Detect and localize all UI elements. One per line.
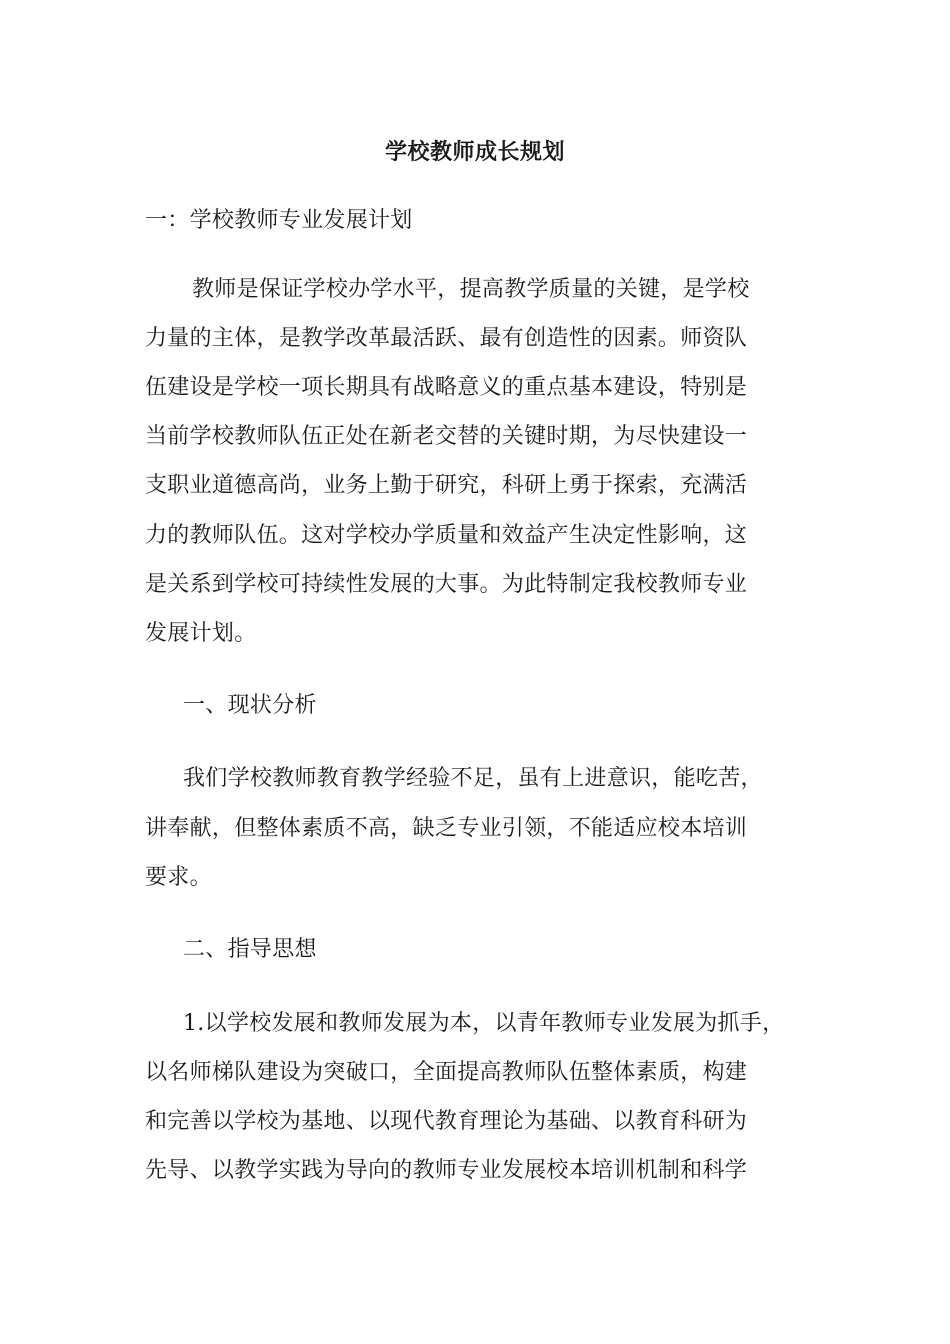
paragraph-line: 1.以学校发展和教师发展为本，以青年教师专业发展为抓手， xyxy=(183,1011,785,1036)
paragraph-line: 教师是保证学校办学水平，提高教学质量的关键，是学校 xyxy=(192,277,750,302)
paragraph-line: 伍建设是学校一项长期具有战略意义的重点基本建设，特别是 xyxy=(145,375,748,400)
paragraph-line: 力量的主体，是教学改革最活跃、最有创造性的因素。师资队 xyxy=(145,326,748,351)
paragraph-line: 讲奉献，但整体素质不高，缺乏专业引领，不能适应校本培训 xyxy=(145,816,748,841)
paragraph-line: 和完善以学校为基地、以现代教育理论为基础、以教育科研为 xyxy=(145,1109,748,1134)
paragraph-line: 以名师梯队建设为突破口，全面提高教师队伍整体素质，构建 xyxy=(145,1060,748,1085)
subheading-guidance: 二、指导思想 xyxy=(183,937,317,962)
subheading-status: 一、现状分析 xyxy=(183,693,317,718)
paragraph-line: 当前学校教师队伍正处在新老交替的关键时期，为尽快建设一 xyxy=(145,424,748,449)
paragraph-line: 发展计划。 xyxy=(145,621,257,646)
paragraph-line: 我们学校教师教育教学经验不足，虽有上进意识，能吃苦， xyxy=(183,766,763,791)
paragraph-line: 支职业道德高尚，业务上勤于研究，科研上勇于探索，充满活 xyxy=(145,473,748,498)
paragraph-line: 要求。 xyxy=(145,865,212,890)
paragraph-line: 力的教师队伍。这对学校办学质量和效益产生决定性影响，这 xyxy=(145,523,748,548)
paragraph-line: 是关系到学校可持续性发展的大事。为此特制定我校教师专业 xyxy=(145,572,748,597)
paragraph-line: 先导、以教学实践为导向的教师专业发展校本培训机制和科学 xyxy=(145,1158,748,1183)
section-heading: 一：学校教师专业发展计划 xyxy=(145,208,413,233)
document-title: 学校教师成长规划 xyxy=(384,139,565,165)
